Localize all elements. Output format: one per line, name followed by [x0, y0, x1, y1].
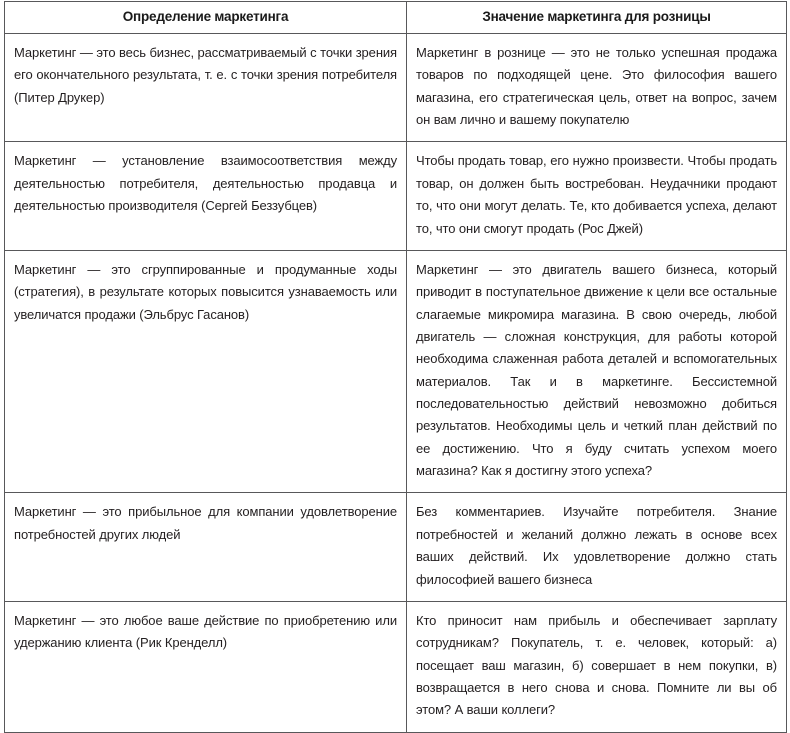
table-body [5, 34, 787, 733]
column-header-definition: Определение маркетинга [5, 2, 407, 34]
cell-definition: Маркетинг — это сгруппированные и продуманные ходы (стратегия), в результате которых повысится узнаваемость или увеличатся продажи (Эльбрус Гасанов) [5, 250, 407, 493]
marketing-definitions-table-container [4, 1, 786, 733]
table-row [5, 142, 787, 250]
cell-meaning: Без комментариев. Изучайте потребителя. Знание потребностей и желаний должно лежать в основе всех ваших действий. Их удовлетворение должно стать философией вашего бизнеса [407, 493, 787, 601]
cell-meaning: Чтобы продать товар, его нужно произвести. Чтобы продать товар, он должен быть востребован. Неудачники продают то, что они могут делать. Те, кто добивается успеха, делают то, что они смогут продать (Рос Джей) [407, 142, 787, 250]
cell-meaning: Маркетинг в рознице — это не только успешная продажа товаров по подходящей цене. Это философия вашего магазина, его стратегическая цель, ответ на вопрос, зачем он вам лично и вашему покупателю [407, 34, 787, 142]
table-row [5, 34, 787, 142]
column-header-meaning: Значение маркетинга для розницы [407, 2, 787, 34]
table-header [5, 2, 787, 34]
cell-meaning: Кто приносит нам прибыль и обеспечивает зарплату сотрудникам? Покупатель, т. е. человек, который: а) посещает ваш магазин, б) совершает в нем покупки, в) возвращается в него снова и снова. Помните ли вы об этом? А ваши коллеги? [407, 601, 787, 732]
table-header-row [5, 2, 787, 34]
marketing-definitions-table [4, 1, 787, 733]
cell-definition: Маркетинг — это прибыльное для компании удовлетворение потребностей других людей [5, 493, 407, 601]
table-row [5, 250, 787, 493]
table-row [5, 601, 787, 732]
cell-definition: Маркетинг — это любое ваше действие по приобретению или удержанию клиента (Рик Кренделл) [5, 601, 407, 732]
cell-meaning: Маркетинг — это двигатель вашего бизнеса, который приводит в поступательное движение к цели все остальные слагаемые микромира магазина. В свою очередь, любой двигатель — сложная конструкция, для работы которой необходима слаженная работа деталей и вспомогательных материалов. Так и в маркетинге. Бессистемной последовательностью действий невозможно добиться результатов. Необходимы цель и четкий план действий по ее достижению. Что я буду считать успехом моего магазина? Как я достигну этого успеха? [407, 250, 787, 493]
table-row [5, 493, 787, 601]
cell-definition: Маркетинг — установление взаимосоответствия между деятельностью потребителя, деятельностью продавца и деятельностью производителя (Сергей Беззубцев) [5, 142, 407, 250]
cell-definition: Маркетинг — это весь бизнес, рассматриваемый с точки зрения его окончательного результата, т. е. с точки зрения потребителя (Питер Друкер) [5, 34, 407, 142]
